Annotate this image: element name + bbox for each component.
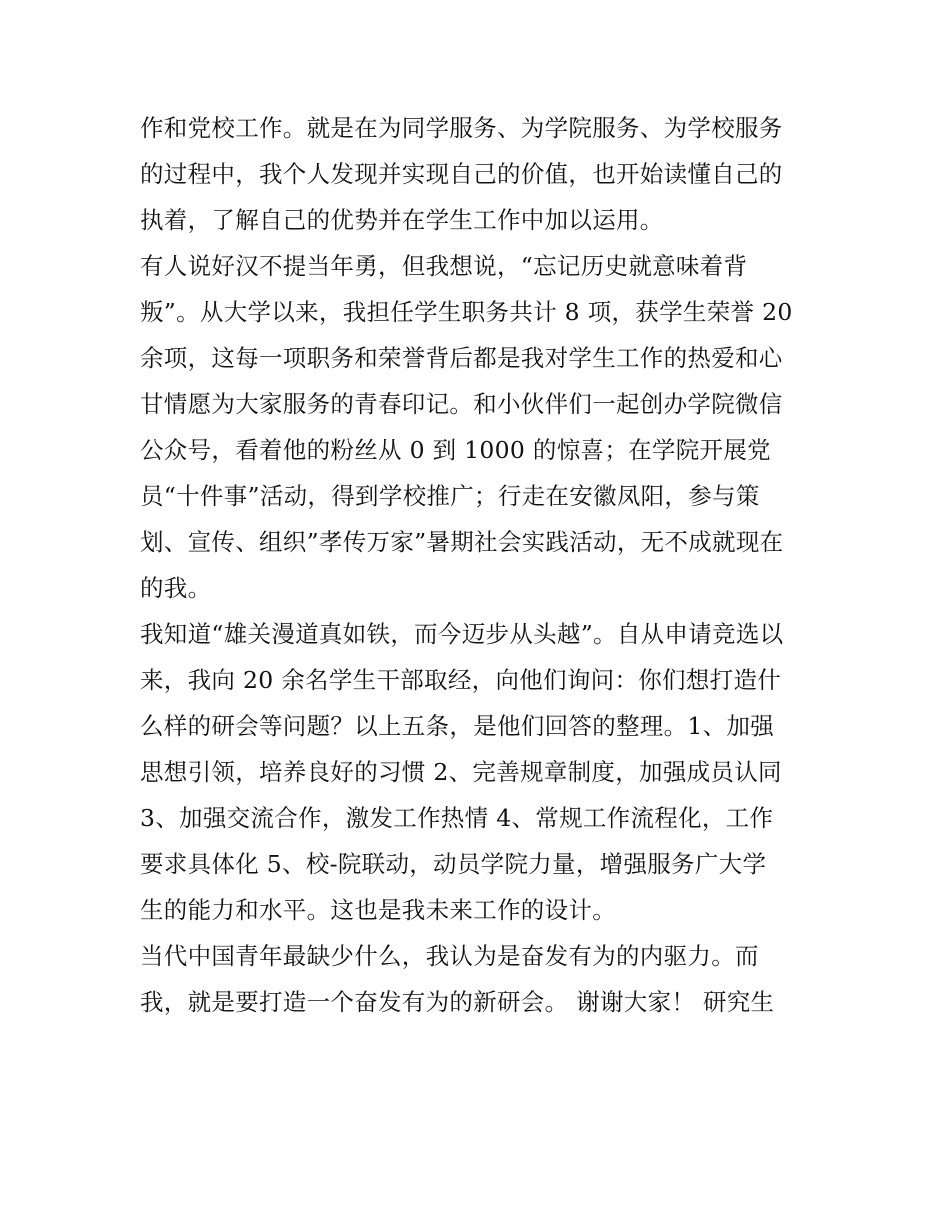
text-line: 有人说好汉不提当年勇，但我想说，“忘记历史就意味着背 <box>140 252 748 280</box>
text-line: 3、加强交流合作，激发工作热情 4、常规工作流程化，工作 <box>140 804 774 832</box>
text-line: 甘情愿为大家服务的青春印记。和小伙伴们一起创办学院微信 <box>140 390 783 418</box>
text-line: 来，我向 20 余名学生干部取经，向他们询问：你们想打造什 <box>140 666 782 694</box>
text-line: 要求具体化 5、校-院联动，动员学院力量，增强服务广大学 <box>140 850 767 878</box>
text-line: 作和党校工作。就是在为同学服务、为学院服务、为学校服务 <box>140 114 783 142</box>
paragraph-2 <box>140 243 812 611</box>
text-line: 生的能力和水平。这也是我未来工作的设计。 <box>140 896 616 924</box>
text-line: 划、宣传、组织”孝传万家”暑期社会实践活动，无不成就现在 <box>140 528 784 556</box>
document-body <box>140 105 812 1025</box>
text-line: 的我。 <box>140 574 212 602</box>
text-line: 叛”。从大学以来，我担任学生职务共计 8 项，获学生荣誉 20 <box>140 298 793 326</box>
text-line: 员“十件事”活动，得到学校推广；行走在安徽凤阳，参与策 <box>140 482 760 510</box>
paragraph-4 <box>140 933 812 1025</box>
text-line: 公众号，看着他的粉丝从 0 到 1000 的惊喜；在学院开展党 <box>140 436 771 464</box>
text-line: 执着，了解自己的优势并在学生工作中加以运用。 <box>140 206 664 234</box>
text-line: 么样的研会等问题？以上五条，是他们回答的整理。1、加强 <box>140 712 775 740</box>
text-line: 我知道“雄关漫道真如铁，而今迈步从头越”。自从申请竞选以 <box>140 620 784 648</box>
text-line: 思想引领，培养良好的习惯 2、完善规章制度，加强成员认同 <box>140 758 782 786</box>
paragraph-3 <box>140 611 812 933</box>
paragraph-1 <box>140 105 812 243</box>
text-line: 的过程中，我个人发现并实现自己的价值，也开始读懂自己的 <box>140 160 783 188</box>
text-line: 当代中国青年最缺少什么，我认为是奋发有为的内驱力。而 <box>140 942 759 970</box>
text-line: 我，就是要打造一个奋发有为的新研会。 谢谢大家！ 研究生 <box>140 988 775 1016</box>
text-line: 余项，这每一项职务和荣誉背后都是我对学生工作的热爱和心 <box>140 344 783 372</box>
